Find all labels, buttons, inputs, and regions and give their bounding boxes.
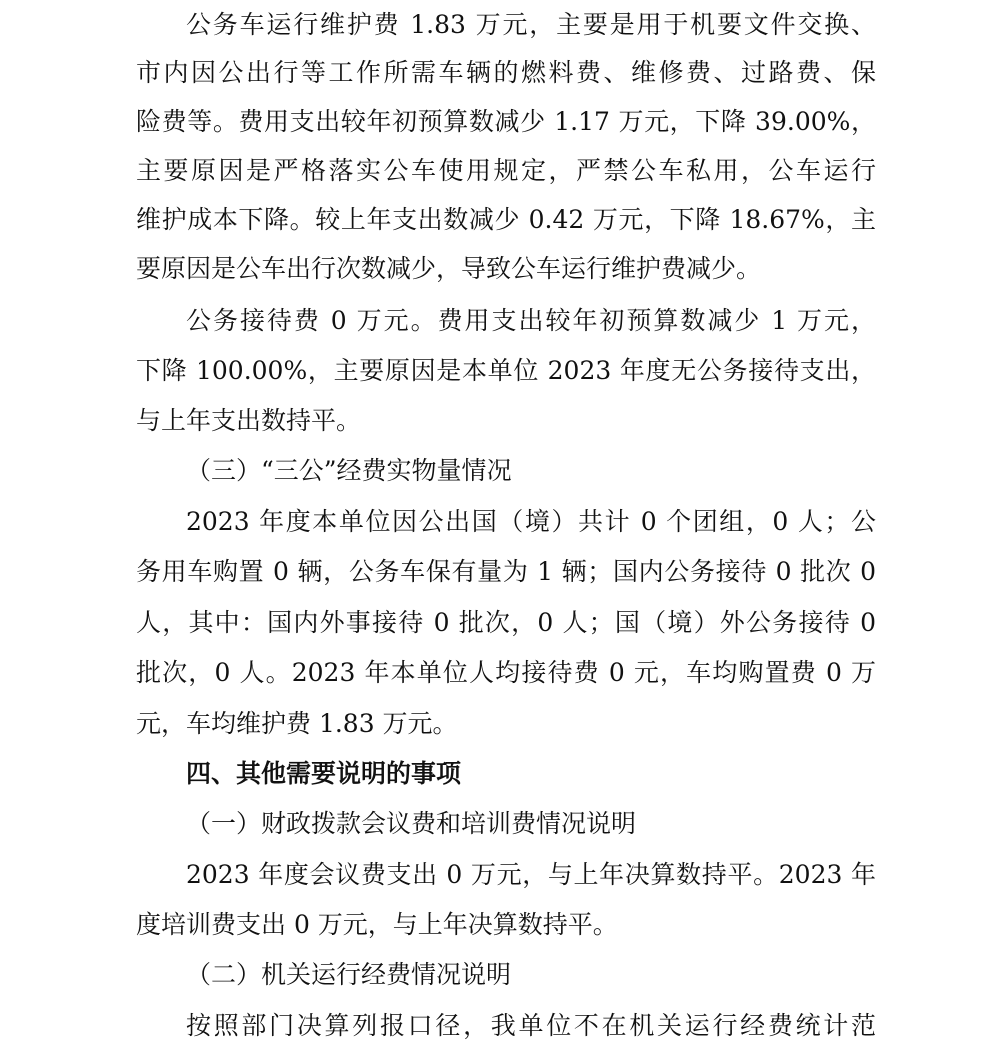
paragraph-line: 与上年支出数持平。 [136, 406, 362, 435]
paragraph-line: 务用车购置 0 辆，公务车保有量为 1 辆；国内公务接待 0 批次 0 [136, 557, 876, 586]
paragraph-line: 下降 100.00%，主要原因是本单位 2023 年度无公务接待支出， [136, 356, 876, 385]
paragraph-line: 人，其中：国内外事接待 0 批次，0 人；国（境）外公务接待 0 [136, 608, 876, 637]
paragraph-line: 市内因公出行等工作所需车辆的燃料费、维修费、过路费、保 [136, 58, 876, 87]
paragraph-line: 维护成本下降。较上年支出数减少 0.42 万元，下降 18.67%，主 [136, 205, 876, 234]
paragraph-line: 2023 年度本单位因公出国（境）共计 0 个团组，0 人；公 [186, 507, 876, 536]
section-heading: 四、其他需要说明的事项 [186, 759, 462, 788]
paragraph-line: 险费等。费用支出较年初预算数减少 1.17 万元，下降 39.00%， [136, 107, 876, 136]
section-subheading: （一）财政拨款会议费和培训费情况说明 [186, 809, 637, 838]
paragraph-line: 主要原因是严格落实公车使用规定，严禁公车私用，公车运行 [136, 156, 876, 185]
paragraph-line: 公务车运行维护费 1.83 万元，主要是用于机要文件交换、 [186, 10, 876, 39]
paragraph-line: 按照部门决算列报口径，我单位不在机关运行经费统计范 [186, 1011, 876, 1040]
paragraph-line: 度培训费支出 0 万元，与上年决算数持平。 [136, 910, 618, 939]
section-subheading: （二）机关运行经费情况说明 [186, 960, 512, 989]
paragraph-line: 2023 年度会议费支出 0 万元，与上年决算数持平。2023 年 [186, 860, 876, 889]
paragraph-line: 批次，0 人。2023 年本单位人均接待费 0 元，车均购置费 0 万 [136, 658, 876, 687]
paragraph-line: 元，车均维护费 1.83 万元。 [136, 709, 458, 738]
paragraph-line: 公务接待费 0 万元。费用支出较年初预算数减少 1 万元， [186, 306, 876, 335]
paragraph-line: 要原因是公车出行次数减少，导致公车运行维护费减少。 [136, 254, 762, 283]
section-subheading: （三）“三公”经费实物量情况 [186, 456, 512, 485]
